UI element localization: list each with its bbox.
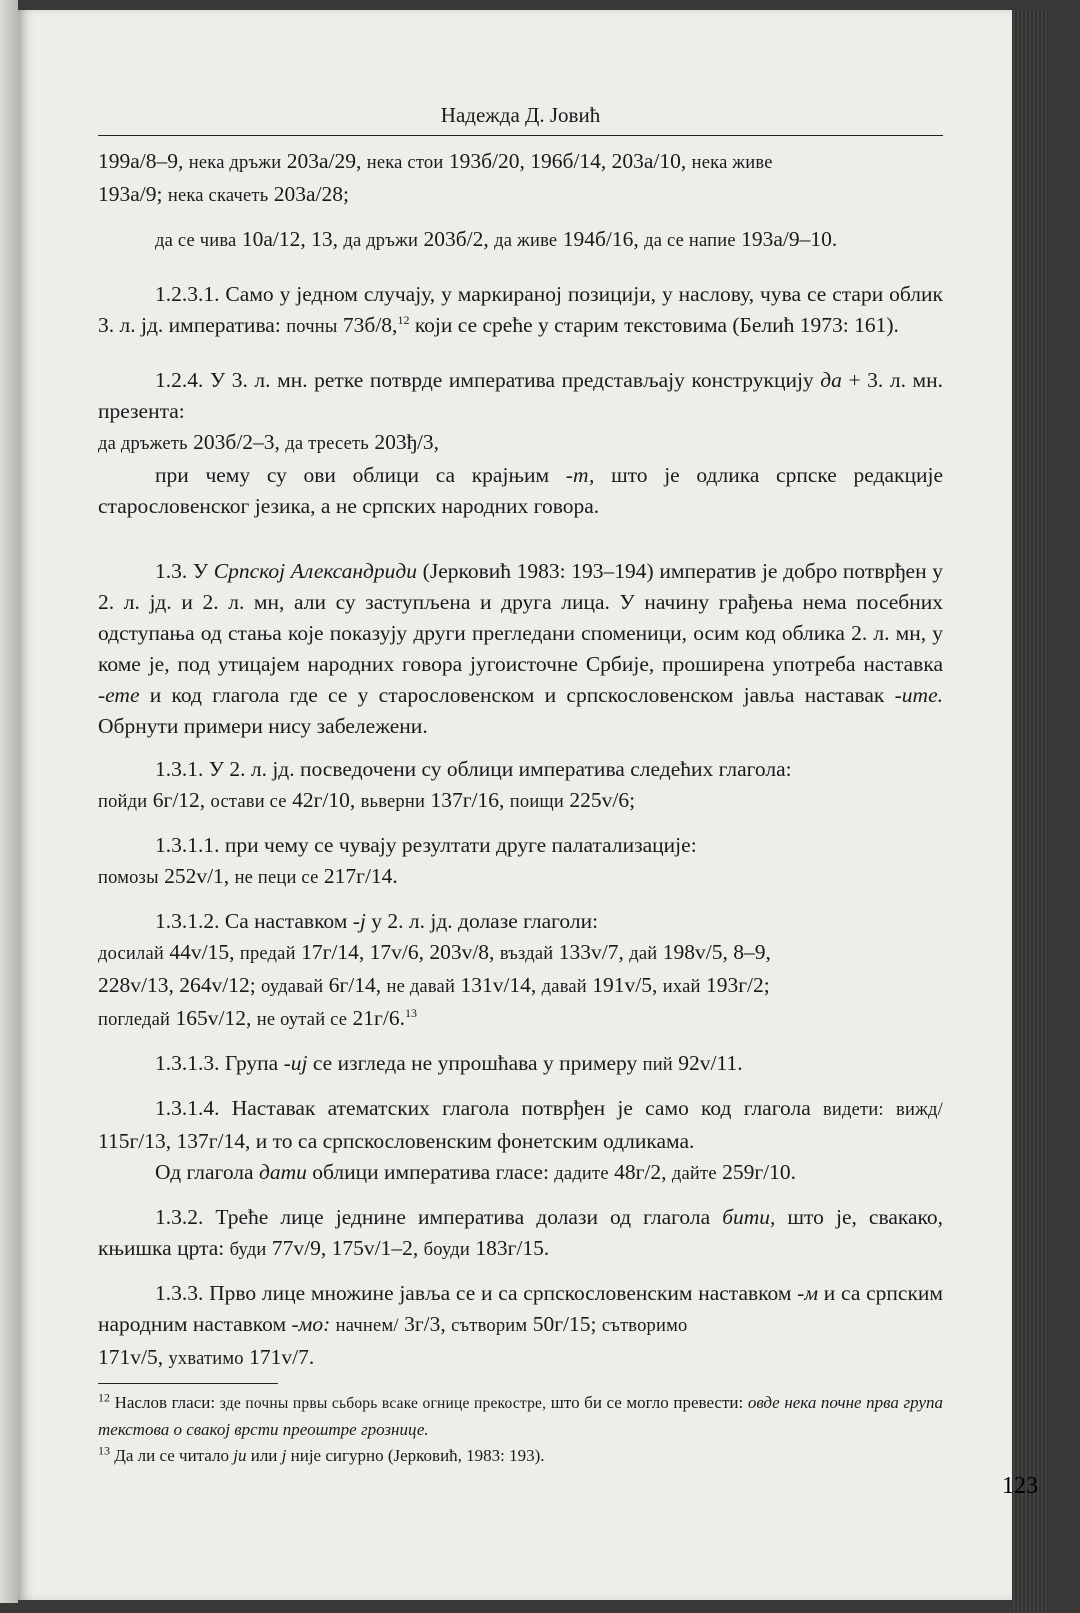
paragraph-1-3-1-1: 1.3.1.1. при чему се чувају резултати друге палатализације: <box>155 833 697 857</box>
footnote-rule <box>98 1383 278 1384</box>
example-line: досилай 44v/15, предай 17г/14, 17v/6, 203v/8, въздай 133v/7, дай 198v/5, 8–9, 228v/13, 264v/12; оудавай 6г/14, не давай 131v/14, давай 191v/5, ихай 193г/2; погледай 165v/12, не оутай се 21г/6.13 <box>98 940 771 1030</box>
example-line: помозы 252v/1, не пеци се 217г/14. <box>98 864 398 888</box>
paragraph-1-3-1-3: 1.3.1.3. Група -иј се изгледа не упрошћава у примеру пий 92v/11. <box>155 1051 743 1075</box>
paragraph-1-2-3-1: 1.2.3.1. Само у једном случају, у маркираној позицији, у наслову, чува се стари облик 3. л. јд. императива: почны 73б/8,12 који се среће у старим текстовима (Белић 1973: 161). <box>98 282 943 337</box>
example-line: да дръжеть 203б/2–3, да тресеть 203ђ/3, <box>98 430 440 454</box>
paragraph-1-3-2: 1.3.2. Треће лице једнине императива долази од глагола бити, што је, свакако, књишка црта: буди 77v/9, 175v/1–2, боуди 183г/15. <box>98 1205 944 1260</box>
footnote-ref-13[interactable]: 13 <box>404 1005 417 1020</box>
example-line: 199a/8–9, нека дръжи 203a/29, нека стои 193б/20, 196б/14, 203a/10, нека живе 193a/9; нека скачеть 203a/28; <box>98 149 773 206</box>
footnote-12: $^{12}$ Наслов гласи: зде почны првы сьборь всаке огнице прекостре, што би се могло превести: овде нека почне прва група текстова о свакој врсти преоштре грознице. <box>98 1390 943 1439</box>
paragraph-1-3-1: 1.3.1. У 2. л. јд. посведочени су облици императива следећих глагола: <box>155 757 792 781</box>
paragraph-1-3-1-2: 1.3.1.2. Са наставком -ј у 2. л. јд. долазе глаголи: <box>155 909 599 933</box>
paragraph-1-3-3: 1.3.3. Прво лице множине јавља се и са српскословенским наставком -м и са српским народним наставком -мо: начнем/ 3г/3, сътворим 50г/15; сътворимо 171v/5, ухватимо 171v/7. <box>98 1281 943 1369</box>
footnote-ref-12[interactable]: 12 <box>397 312 410 327</box>
paragraph-1-2-4: 1.2.4. У 3. л. мн. ретке потврде императива представљају конструкцију да + 3. л. мн. презента: <box>98 368 943 423</box>
page-stack-edge <box>1012 10 1048 1613</box>
example-line: да се чива 10a/12, 13, да дръжи 203б/2, да живе 194б/16, да се напие 193a/9–10. <box>155 227 838 251</box>
book-gutter <box>0 0 18 1603</box>
paragraph-1-3: 1.3. У Српској Александриди (Јерковић 1983: 193–194) императив је добро потврђен у 2. л. јд. и 2. л. мн, али су заступљена и друга лица. У начину грађења нема посебних одступања од стања које показују други прегледани споменици, осим код облика 2. л. мн, у коме је, под утицајем народних говора југоисточне Србије, проширена употреба наставка -ете и код глагола где се у старословенском и српскословенском јавља наставак -ите. Обрнути примери нису забележени. <box>98 559 943 738</box>
page-number: 123 <box>1002 1473 1038 1499</box>
page-content <box>98 100 943 1469</box>
footnote-13: $^{13}$ Да ли се читало ји или ј није сигурно (Јерковић, 1983: 193). <box>98 1443 545 1465</box>
running-header: Надежда Д. Јовић <box>98 100 943 136</box>
paragraph-continuation: при чему су ови облици са крајњим -т, што је одлика српске редакције старословенског језика, а не српских народних говора. <box>98 463 943 518</box>
footnotes <box>98 1383 943 1469</box>
paragraph-continuation: Од глагола дати облици императива гласе: дадите 48г/2, дайте 259г/10. <box>155 1160 797 1184</box>
paragraph-1-3-1-4: 1.3.1.4. Наставак атематских глагола потврђен је само код глагола видети: вижд/ 115г/13, 137г/14, и то са српскословенским фонетским одликама. <box>98 1096 944 1153</box>
example-line: пойди 6г/12, остави се 42г/10, вьверни 137г/16, поищи 225v/6; <box>98 788 636 812</box>
